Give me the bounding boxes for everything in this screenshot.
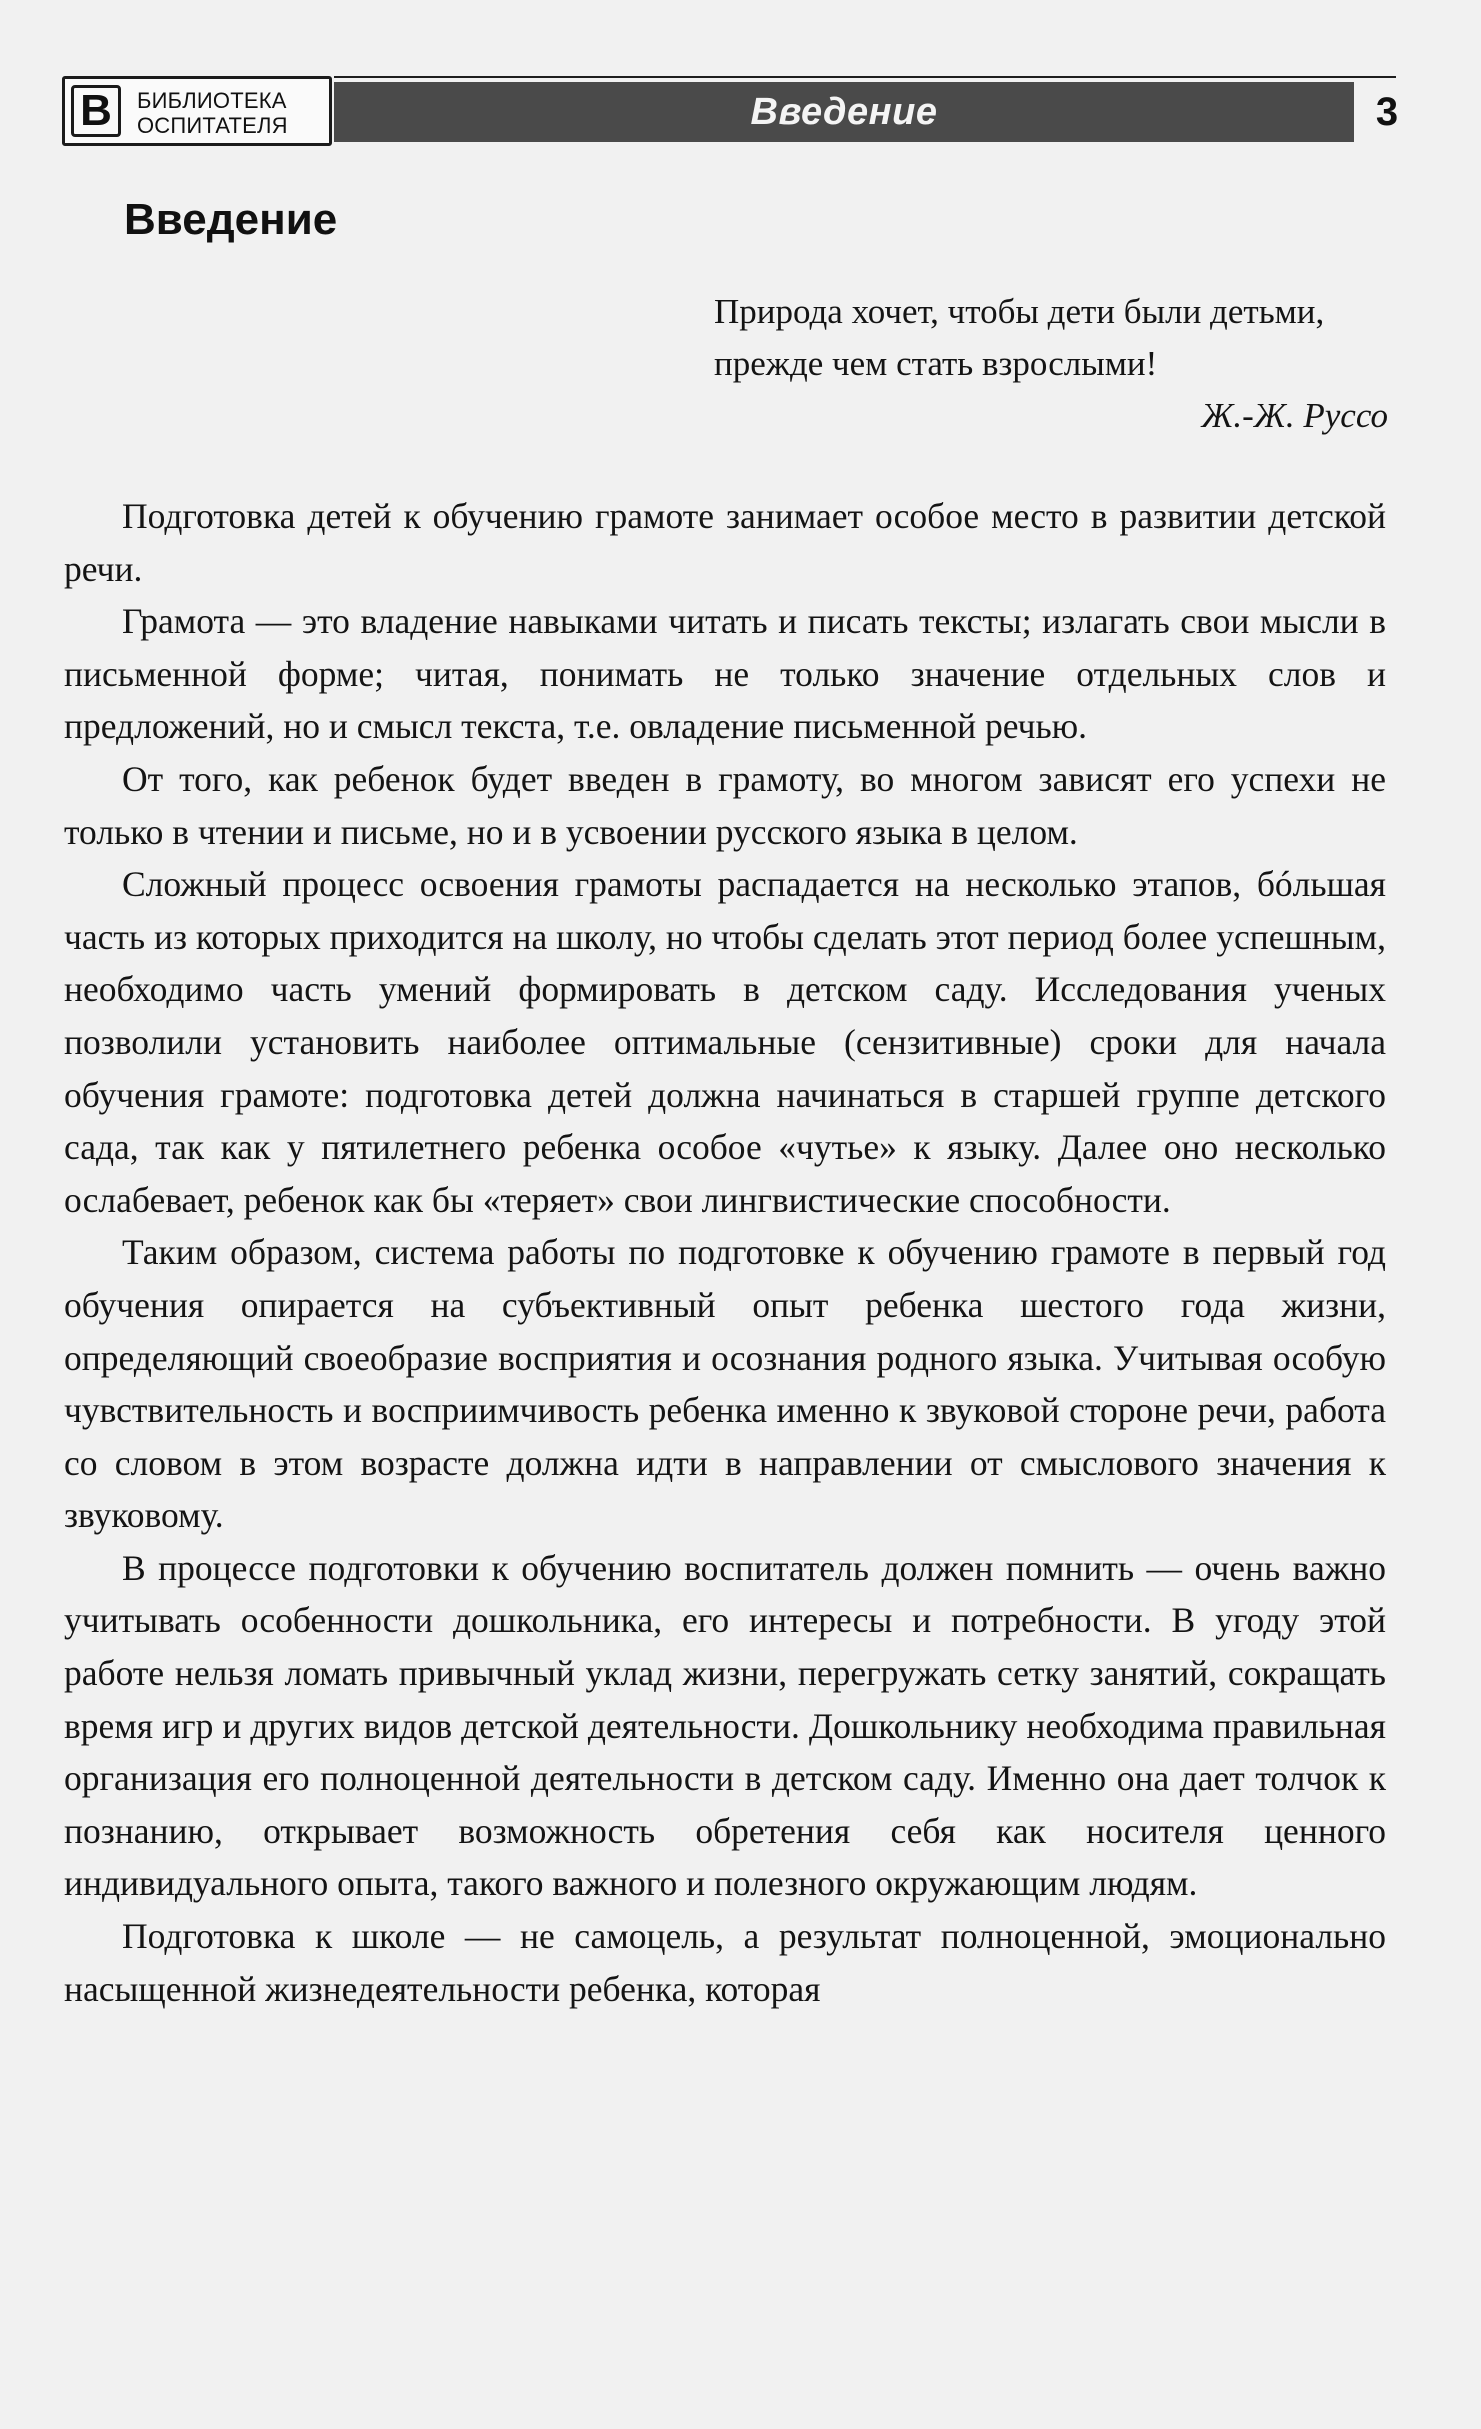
epigraph: [628, 286, 1388, 442]
logo-line-2: ОСПИТАТЕЛЯ: [137, 113, 288, 138]
epigraph-line-2: прежде чем стать взрослыми!: [714, 344, 1158, 383]
series-logo: [62, 76, 332, 146]
epigraph-author: Ж.-Ж. Руссо: [1201, 396, 1388, 435]
logo-line-1: БИБЛИОТЕКА: [137, 88, 287, 113]
paragraph: От того, как ребенок будет введен в грамоту, во многом зависят его успехи не только в чтении и письме, но и в усвоении русского языка в целом.: [64, 758, 1386, 852]
paragraph: Подготовка детей к обучению грамоте занимает особое место в развитии детской речи.: [64, 496, 1386, 589]
section-heading: Введение: [124, 195, 338, 244]
paragraph: Сложный процесс освоения грамоты распадается на несколько этапов, бóльшая часть из которых приходится на школу, но чтобы сделать этот период более успешным, необходимо часть умений формировать в детском саду. Исследования ученых позволили установить наиболее оптимальные (сензитивные) сроки для начала обучения грамоте: подготовка детей должна начинаться в старшей группе детского сада, так как у пятилетнего ребенка особое «чутье» к языку. Далее оно несколько ослабевает, ребенок как бы «теряет» свои лингвистические способности.: [64, 864, 1386, 1220]
header-rule: [334, 76, 1396, 78]
paragraph: Грамота — это владение навыками читать и писать тексты; излагать свои мысли в письменной форме; читая, понимать не только значение отдельных слов и предложений, но и смысл текста, т.е. овладение письменной речью.: [64, 601, 1386, 747]
paragraph: В процессе подготовки к обучению воспитатель должен помнить — очень важно учитывать особенности дошкольника, его интересы и потребности. В угоду этой работе нельзя ломать привычный уклад жизни, перегружать сетку занятий, сокращать время игр и других видов детской деятельности. Дошкольнику необходима правильная организация его полноценной деятельности в детском саду. Именно она дает толчок к познанию, открывает возможность обретения себя как носителя ценного индивидуального опыта, такого важного и полезного окружающим людям.: [64, 1547, 1386, 1904]
running-title: Введение: [750, 91, 938, 133]
paragraph: Таким образом, система работы по подготовке к обучению грамоте в первый год обучения опирается на субъективный опыт ребенка шестого года жизни, определяющий своеобразие восприятия и осознания родного языка. Учитывая особую чувствительность и восприимчивость ребенка именно к звуковой стороне речи, работа со словом в этом возрасте должна идти в направлении от смыслового значения к звуковому.: [64, 1232, 1386, 1536]
running-header: [62, 76, 1399, 150]
page-number: 3: [1375, 90, 1399, 134]
paragraph: Подготовка к школе — не самоцель, а результат полноценной, эмоционально насыщенной жизнедеятельности ребенка, которая: [64, 1916, 1386, 2009]
logo-text: [137, 88, 288, 138]
body-text: [64, 490, 1386, 2015]
logo-letter-badge: В: [71, 85, 121, 137]
epigraph-line-1: Природа хочет, чтобы дети были детьми,: [714, 292, 1325, 331]
